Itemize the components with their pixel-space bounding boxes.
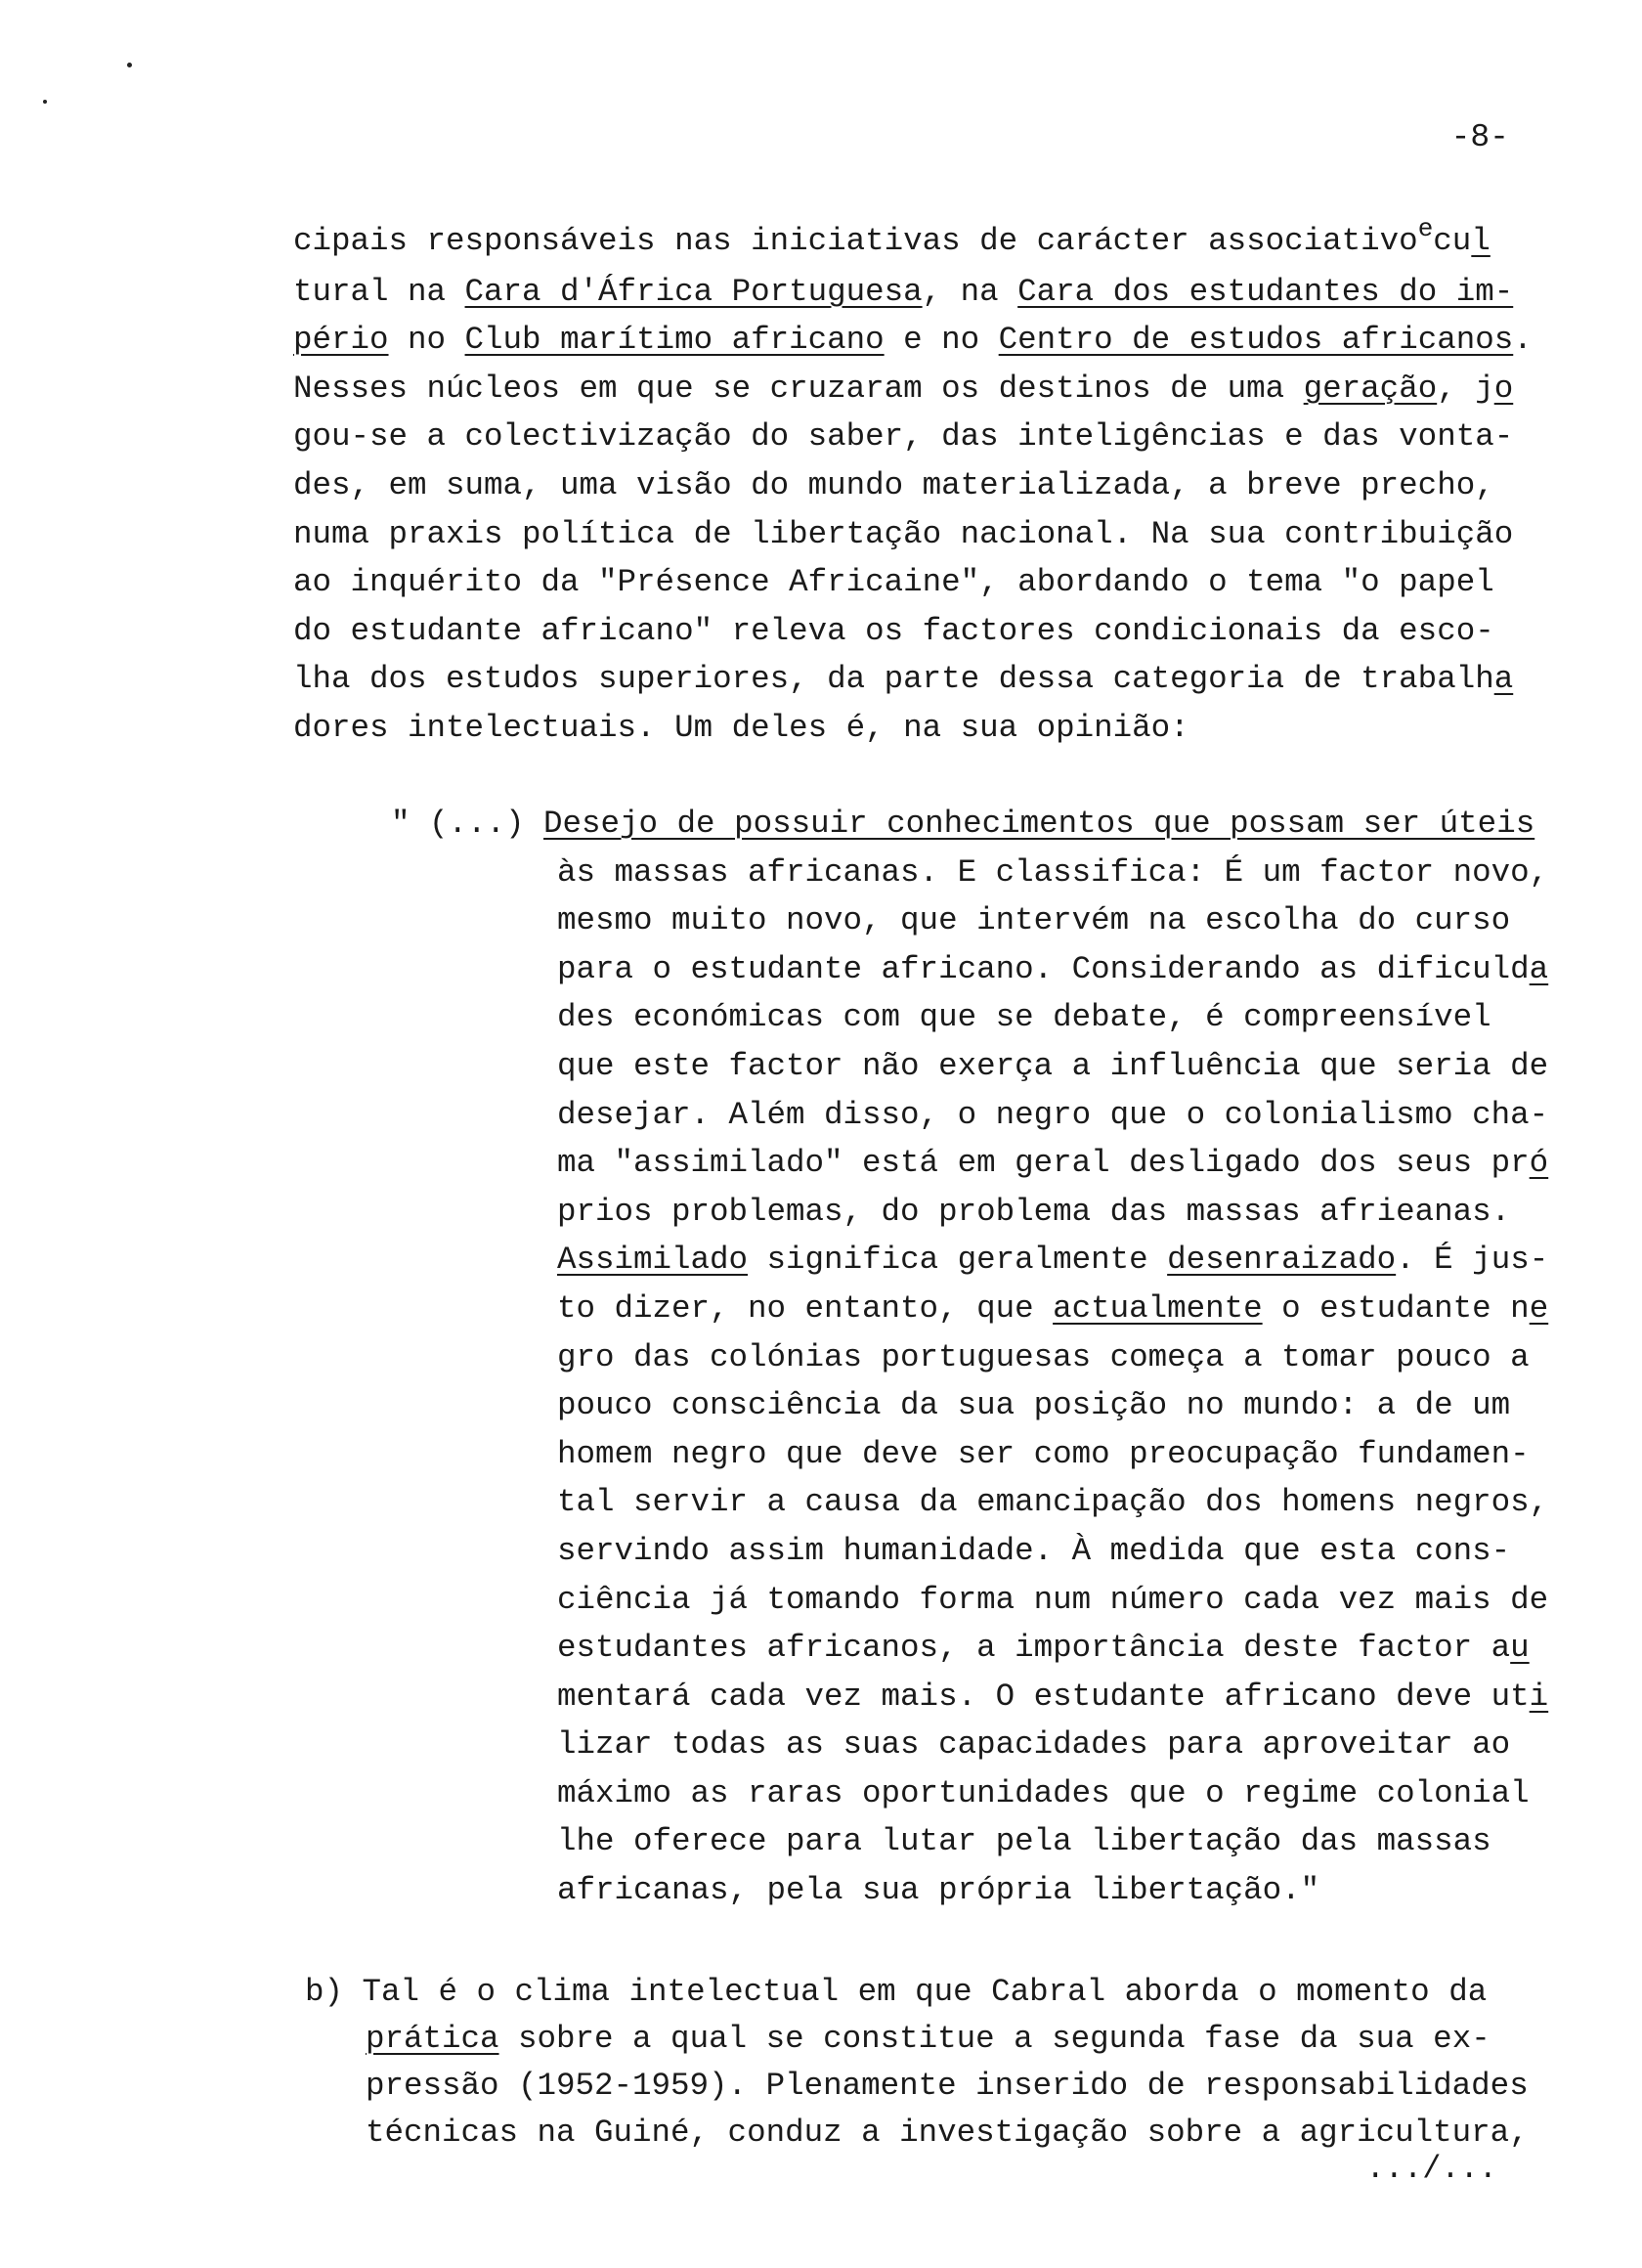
quote-line: ciência já tomando forma num número cada vez mais de xyxy=(557,1581,1549,1618)
quote-line: des económicas com que se debate, é compreensível xyxy=(557,999,1491,1036)
quote-line: to dizer, no entanto, que actualmente o estudante ne xyxy=(557,1289,1549,1327)
section-b-line: pressão (1952-1959). Plenamente inserido de responsabilidades xyxy=(366,2068,1529,2104)
quote-line: homem negro que deve ser como preocupação fundamen- xyxy=(557,1435,1530,1472)
underlined-text: prática xyxy=(366,2021,499,2057)
quote-line: que este factor não exerça a influência que seria de xyxy=(557,1047,1549,1084)
quote-line: lizar todas as suas capacidades para aproveitar ao xyxy=(557,1726,1511,1764)
quote-line: servindo assim humanidade. À medida que esta cons- xyxy=(557,1532,1511,1569)
page-number: -8- xyxy=(1450,119,1509,155)
underlined-text: a xyxy=(1529,950,1549,987)
ink-speck xyxy=(127,63,132,67)
body-line: lha dos estudos superiores, da parte dessa categoria de trabalha xyxy=(293,661,1514,698)
body-line: gou-se a colectivização do saber, das inteligências e das vonta- xyxy=(293,418,1514,456)
quote-line: Assimilado significa geralmente desenraizado. É jus- xyxy=(557,1242,1549,1279)
quote-line: lhe oferece para lutar pela libertação das massas xyxy=(557,1823,1491,1860)
body-line: ao inquérito da "Présence Africaine", abordando o tema "o papel xyxy=(293,564,1494,601)
body-line: tural na Cara d'África Portuguesa, na Cara dos estudantes do im- xyxy=(293,273,1514,310)
body-paragraph xyxy=(293,214,1533,753)
underlined-text: pério xyxy=(293,322,389,359)
underlined-text: desenraizado xyxy=(1167,1242,1397,1279)
superscript-insertion: e xyxy=(1417,214,1434,243)
underlined-text: l xyxy=(1471,223,1491,259)
underlined-text: Centro de estudos africanos xyxy=(998,322,1514,359)
underlined-text: geração xyxy=(1303,370,1438,407)
body-line: dores intelectuais. Um deles é, na sua opinião: xyxy=(293,709,1189,746)
underlined-text: a xyxy=(1493,661,1514,698)
underlined-text: Club marítimo africano xyxy=(464,322,885,359)
underlined-text: actualmente xyxy=(1053,1289,1263,1327)
underlined-text: e xyxy=(1529,1289,1549,1327)
section-b-line: b) Tal é o clima intelectual em que Cabral aborda o momento da xyxy=(305,1974,1488,2010)
quote-line: máximo as raras oportunidades que o regime colonial xyxy=(557,1774,1530,1811)
quote-line: prios problemas, do problema das massas afrieanas. xyxy=(557,1193,1511,1230)
quote-line: gro das colónias portuguesas começa a tomar pouco a xyxy=(557,1338,1530,1375)
quote-line: mentará cada vez mais. O estudante africano deve uti xyxy=(557,1678,1549,1715)
quote-line: mesmo muito novo, que intervém na escolha do curso xyxy=(557,902,1511,939)
continuation-mark: .../... xyxy=(1365,2151,1497,2187)
quote-line: estudantes africanos, a importância deste factor au xyxy=(557,1630,1530,1667)
quote-line: para o estudante africano. Considerando as dificulda xyxy=(557,950,1549,987)
underlined-text: u xyxy=(1510,1630,1530,1667)
body-line: pério no Club marítimo africano e no Centro de estudos africanos. xyxy=(293,322,1533,359)
section-b-line: prática sobre a qual se constitue a segunda fase da sua ex- xyxy=(366,2021,1491,2057)
quote-line: africanas, pela sua própria libertação." xyxy=(557,1872,1320,1909)
quote-line: ma "assimilado" está em geral desligado dos seus pró xyxy=(557,1145,1549,1182)
body-line: do estudante africano" releva os factores condicionais da esco- xyxy=(293,612,1494,649)
body-line: Nesses núcleos em que se cruzaram os destinos de uma geração, jo xyxy=(293,370,1514,407)
underlined-text: Desejo de possuir conhecimentos que possam ser úteis xyxy=(543,806,1535,842)
quote-line: " (...) Desejo de possuir conhecimentos que possam ser úteis xyxy=(391,806,1535,842)
body-line: des, em suma, uma visão do mundo materializada, a breve precho, xyxy=(293,466,1494,503)
underlined-text: Cara dos estudantes do im- xyxy=(1017,273,1514,310)
quote-line: às massas africanas. E classifica: É um factor novo, xyxy=(557,853,1549,891)
underlined-text: ó xyxy=(1529,1145,1549,1182)
quote-line: tal servir a causa da emancipação dos homens negros, xyxy=(557,1484,1549,1521)
ink-speck xyxy=(43,100,47,104)
quote-line: desejar. Além disso, o negro que o colonialismo cha- xyxy=(557,1096,1549,1133)
underlined-text: Cara d'África Portuguesa xyxy=(464,273,923,310)
underlined-text: Assimilado xyxy=(557,1242,749,1279)
block-quote xyxy=(391,800,1548,1915)
section-b-paragraph xyxy=(305,1969,1529,2157)
underlined-text: i xyxy=(1529,1678,1549,1715)
section-b-line: técnicas na Guiné, conduz a investigação sobre a agricultura, xyxy=(366,2115,1529,2151)
underlined-text: o xyxy=(1493,370,1514,407)
quote-line: pouco consciência da sua posição no mundo: a de um xyxy=(557,1387,1511,1424)
body-line: cipais responsáveis nas iniciativas de carácter associativo$^e$cul xyxy=(293,214,1491,259)
body-line: numa praxis política de libertação nacional. Na sua contribuição xyxy=(293,515,1514,552)
